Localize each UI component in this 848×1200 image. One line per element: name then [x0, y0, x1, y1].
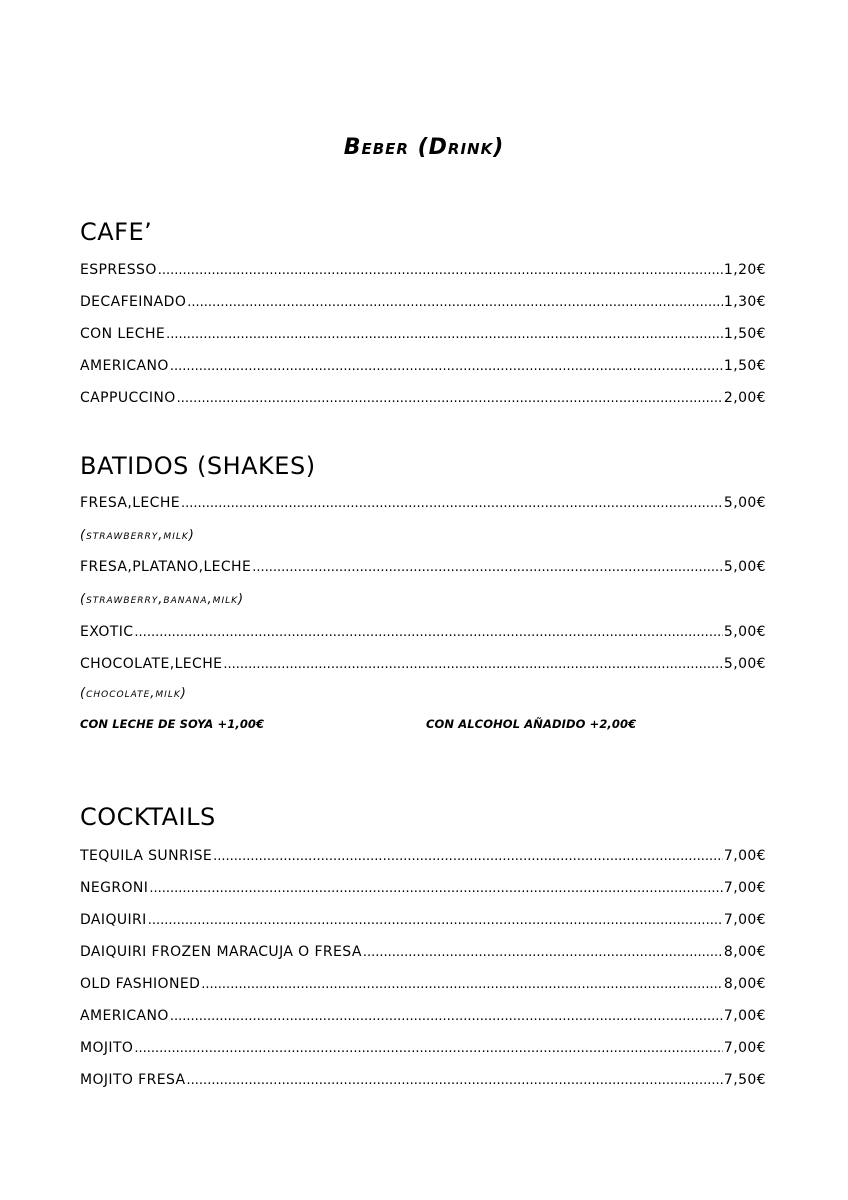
dot-leader: [166, 324, 723, 346]
item-price: 1,20€: [723, 262, 766, 278]
item-translation: (strawberry,banana,milk): [80, 592, 245, 607]
alcohol-note: CON ALCOHOL AÑADIDO +2,00€: [426, 717, 637, 731]
dot-leader: [134, 1038, 723, 1060]
dot-leader: [181, 493, 723, 515]
menu-item-daiquiri: [80, 909, 766, 931]
section-heading-batidos: BATIDOS (SHAKES): [80, 452, 316, 480]
menu-item-con-leche: [80, 323, 766, 345]
menu-item-mojito: [80, 1037, 766, 1059]
menu-item-americano: [80, 355, 766, 377]
menu-item-mojito-fresa: [80, 1069, 766, 1091]
menu-item-cappuccino: [80, 387, 766, 409]
menu-item-daiquiri-frozen: [80, 941, 766, 963]
item-price: 5,00€: [723, 495, 766, 511]
item-price: 5,00€: [723, 624, 766, 640]
item-name: CHOCOLATE,LECHE: [80, 656, 223, 672]
menu-item-chocolate-leche: [80, 653, 766, 675]
item-translation: (strawberry,milk): [80, 528, 195, 543]
dot-leader: [252, 557, 723, 579]
menu-item-tequila-sunrise: [80, 845, 766, 867]
item-name: FRESA,PLATANO,LECHE: [80, 559, 252, 575]
dot-leader: [223, 654, 723, 676]
menu-item-negroni: [80, 877, 766, 899]
section-heading-cafe: CAFE’: [80, 218, 153, 246]
dot-leader: [187, 292, 723, 314]
item-name: MOJITO: [80, 1040, 134, 1056]
dot-leader: [170, 356, 723, 378]
dot-leader: [201, 974, 723, 996]
item-name: AMERICANO: [80, 1008, 169, 1024]
item-price: 7,50€: [723, 1072, 766, 1088]
dot-leader: [177, 388, 723, 410]
item-price: 8,00€: [723, 976, 766, 992]
item-name: OLD FASHIONED: [80, 976, 201, 992]
item-price: 1,50€: [723, 358, 766, 374]
item-name: FRESA,LECHE: [80, 495, 180, 511]
item-price: 1,30€: [723, 294, 766, 310]
menu-item-americano-cocktail: [80, 1005, 766, 1027]
menu-item-espresso: [80, 259, 766, 281]
item-price: 5,00€: [723, 656, 766, 672]
dot-leader: [148, 910, 723, 932]
item-price: 8,00€: [723, 944, 766, 960]
item-price: 1,50€: [723, 326, 766, 342]
menu-item-decafeinado: [80, 291, 766, 313]
item-name: AMERICANO: [80, 358, 169, 374]
item-name: ESPRESSO: [80, 262, 157, 278]
item-price: 7,00€: [723, 848, 766, 864]
item-name: TEQUILA SUNRISE: [80, 848, 213, 864]
section-heading-cocktails: COCKTAILS: [80, 803, 216, 831]
dot-leader: [363, 942, 723, 964]
dot-leader: [158, 260, 723, 282]
item-price: 2,00€: [723, 390, 766, 406]
item-name: DAIQUIRI FROZEN MARACUJA O FRESA: [80, 944, 362, 960]
menu-item-old-fashioned: [80, 973, 766, 995]
menu-item-fresa-platano-leche: [80, 556, 766, 578]
item-name: NEGRONI: [80, 880, 149, 896]
soy-milk-note: CON LECHE DE SOYA +1,00€: [80, 717, 265, 731]
item-name: CAPPUCCINO: [80, 390, 176, 406]
item-translation: (chocolate,milk): [80, 686, 187, 701]
dot-leader: [134, 622, 722, 644]
item-price: 7,00€: [723, 1008, 766, 1024]
menu-item-exotic: [80, 621, 766, 643]
page-title: Beber (Drink): [343, 135, 505, 160]
item-price: 7,00€: [723, 912, 766, 928]
menu-item-fresa-leche: [80, 492, 766, 514]
dot-leader: [170, 1006, 723, 1028]
item-price: 5,00€: [723, 559, 766, 575]
item-name: EXOTIC: [80, 624, 134, 640]
item-name: DECAFEINADO: [80, 294, 187, 310]
dot-leader: [149, 878, 723, 900]
item-price: 7,00€: [723, 1040, 766, 1056]
item-price: 7,00€: [723, 880, 766, 896]
dot-leader: [213, 846, 723, 868]
dot-leader: [187, 1070, 723, 1092]
item-name: CON LECHE: [80, 326, 166, 342]
item-name: MOJITO FRESA: [80, 1072, 186, 1088]
item-name: DAIQUIRI: [80, 912, 147, 928]
